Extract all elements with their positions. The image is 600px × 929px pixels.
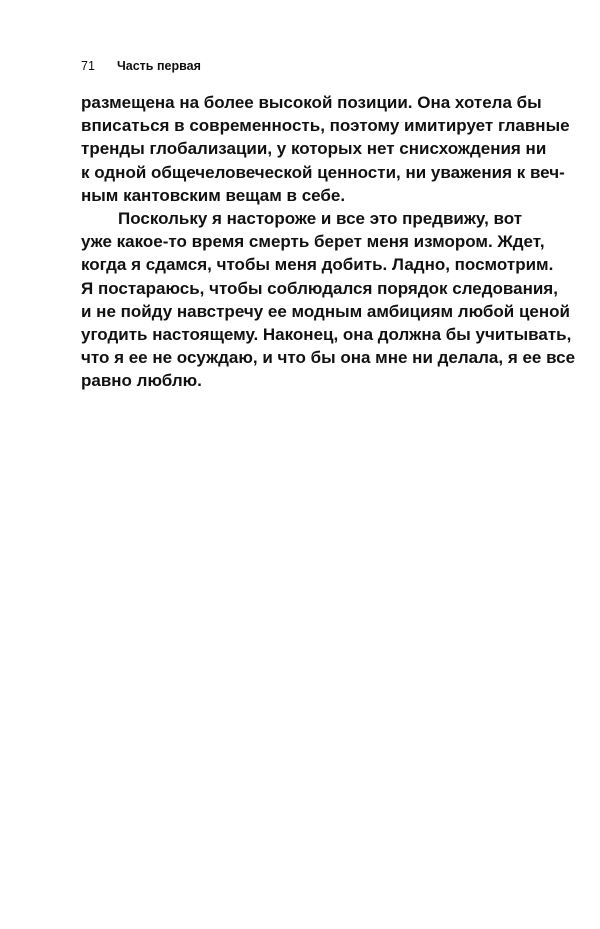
text-line: равно люблю.	[81, 371, 202, 391]
text-line: к одной общечеловеческой ценности, ни уважения к веч-	[81, 162, 565, 182]
text-line: вписаться в современность, поэтому имитирует главные	[81, 116, 570, 136]
text-line: Я постараюсь, чтобы соблюдался порядок следования,	[81, 278, 558, 298]
paragraph-1	[81, 91, 570, 207]
text-line: размещена на более высокой позиции. Она хотела бы	[81, 93, 542, 112]
text-line: уже какое-то время смерть берет меня измором. Ждет,	[81, 232, 545, 252]
paragraph-2	[81, 207, 576, 393]
text-line: ным кантовским вещам в себе.	[81, 185, 346, 205]
running-header	[81, 58, 201, 74]
text-line: и не пойду навстречу ее модным амбициям любой ценой	[81, 301, 570, 321]
body-text	[81, 91, 576, 392]
page-number: 71	[81, 59, 95, 73]
text-line: когда я сдамся, чтобы меня добить. Ладно, посмотрим.	[81, 255, 554, 275]
text-line: тренды глобализации, у которых нет снисхождения ни	[81, 139, 547, 159]
text-line: что я ее не осуждаю, и что бы она мне ни делала, я ее все	[81, 348, 576, 368]
text-line: Поскольку я настороже и все это предвижу, вот	[118, 208, 523, 228]
section-title: Часть первая	[117, 59, 201, 73]
text-line: угодить настоящему. Наконец, она должна бы учитывать,	[81, 324, 572, 344]
